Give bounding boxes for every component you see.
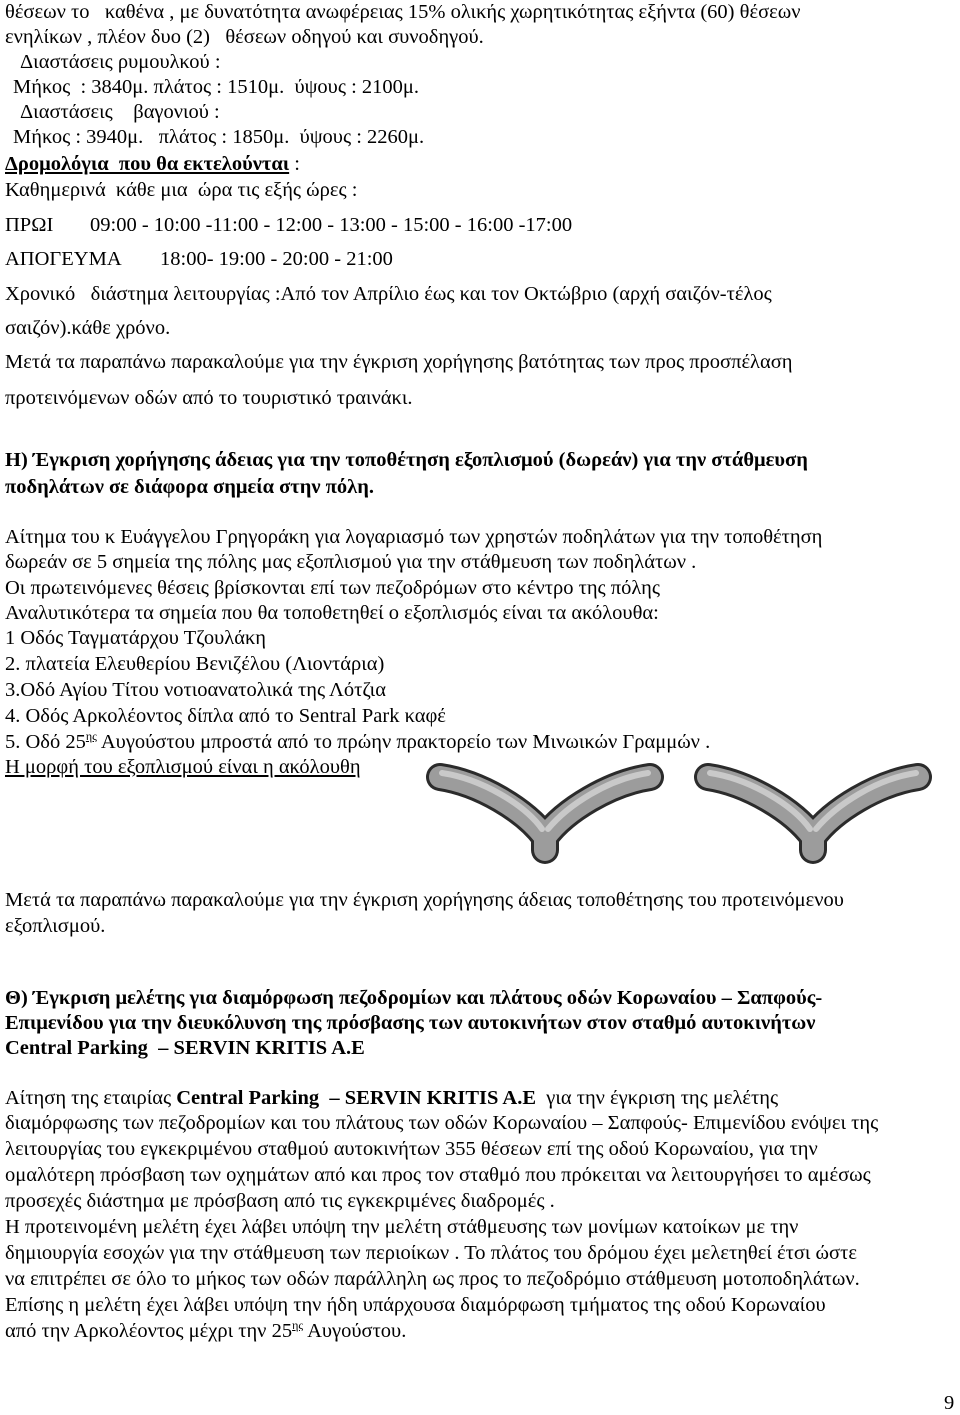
wagon-dimensions: Μήκος : 3940μ. πλάτος : 1850μ. ύψους : 2260μ.: [13, 126, 425, 148]
section-h-heading-line-1: Η) Έγκριση χορήγησης άδειας για την τοποθέτηση εξοπλισμού (δωρεάν) για την στάθμευση: [5, 449, 808, 471]
section-th-body-line: διαμόρφωσης των πεζοδρομίων και του πλάτους των οδών Κορωναίου – Σαπφούς- Επιμενίδου ενόψει της: [5, 1112, 879, 1134]
intro-line-1: θέσεων το καθένα , με δυνατότητα ανωφέρειας 15% ολικής χωρητικότητας εξήντα (60) θέσεων: [5, 1, 801, 23]
section-h-closing-line-2: εξοπλισμού.: [5, 915, 106, 937]
section-h-body-line: Αίτημα του κ Ευάγγελου Γρηγοράκη για λογαριασμό των χρηστών ποδηλάτων για την τοποθέτηση: [5, 526, 823, 548]
operating-period-line-2: σαιζόν).κάθε χρόνο.: [5, 317, 171, 339]
wagon-dimensions-title: Διαστάσεις βαγονιού :: [20, 101, 220, 123]
bike-rack-image: [420, 755, 940, 867]
first-line-before: Αίτηση της εταιρίας: [5, 1087, 177, 1109]
afternoon-label: ΑΠΟΓΕΥΜΑ: [5, 248, 122, 270]
location-item: [5, 730, 710, 754]
location-item: 4. Οδός Αρκολέοντος δίπλα από το Sentral Park καφέ: [5, 705, 446, 727]
section-th-body-line: ομαλότερη πρόσβαση των οχημάτων από και προς τον σταθμό που πρόκειται να λειτουργήσει το αμέσως: [5, 1164, 871, 1186]
location-5-after: Αυγούστου μπροστά από το πρώην πρακτορείο των Μινωικών Γραμμών .: [96, 731, 711, 753]
tractor-dimensions-title: Διαστάσεις ρυμουλκού :: [20, 51, 221, 73]
bike-rack-right-body: [708, 777, 918, 850]
section-th-body-line: δημιουργία εσοχών για την στάθμευση των περιοίκων . Το πλάτος του δρόμου έχει μελετηθεί έτσι ώστε: [5, 1242, 857, 1264]
request-line-2: προτεινόμενων οδών από το τουριστικό τραινάκι.: [5, 387, 413, 409]
tractor-dimensions: Μήκος : 3840μ. πλάτος : 1510μ. ύψους : 2100μ.: [13, 76, 420, 98]
request-line-1: Μετά τα παραπάνω παρακαλούμε για την έγκριση χορήγησης βατότητας των προς προσπέλαση: [5, 351, 793, 373]
equipment-caption: Η μορφή του εξοπλισμού είναι η ακόλουθη: [5, 756, 361, 778]
ordinal-suffix: ης: [85, 729, 97, 744]
bike-rack-left: [440, 773, 650, 850]
section-th-last-line: [5, 1319, 406, 1343]
intro-line-2: ενηλίκων , πλέον δυο (2) θέσεων οδηγού και συνοδηγού.: [5, 26, 484, 48]
section-th-heading-line-2: Επιμενίδου για την διευκόλυνση της πρόσβασης των αυτοκινήτων στον σταθμό αυτοκινήτων: [5, 1012, 816, 1034]
morning-label: ΠΡΩΙ: [5, 214, 54, 236]
daily-schedule-text: Καθημερινά κάθε μια ώρα τις εξής ώρες :: [5, 179, 358, 201]
section-h-body-line: δωρεάν σε 5 σημεία της πόλης μας εξοπλισμού για την στάθμευση των ποδηλάτων .: [5, 551, 697, 573]
section-h-body-line: Αναλυτικότερα τα σημεία που θα τοποθετηθεί ο εξοπλισμός είναι τα ακόλουθα:: [5, 602, 659, 624]
afternoon-times: 18:00- 19:00 - 20:00 - 21:00: [160, 248, 393, 270]
bike-rack-figure-svg: [420, 755, 940, 867]
first-line-after: για την έγκριση της μελέτης: [536, 1087, 779, 1109]
last-line-after: Αυγούστου.: [303, 1320, 407, 1342]
section-h-heading-line-2: ποδηλάτων σε διάφορα σημεία στην πόλη.: [5, 476, 374, 498]
operating-period-line-1: Χρονικό διάστημα λειτουργίας :Από τον Απρίλιο έως και τον Οκτώβριο (αρχή σαιζόν-τέλος: [5, 283, 772, 305]
section-th-body-line: λειτουργίας του εγκεκριμένου σταθμού αυτοκινήτων 355 θέσεων επί της οδού Κορωναίου, για την: [5, 1138, 818, 1160]
location-item: 1 Οδός Ταγματάρχου Τζουλάκη: [5, 627, 266, 649]
section-th-heading-line-1: Θ) Έγκριση μελέτης για διαμόρφωση πεζοδρομίων και πλάτους οδών Κορωναίου – Σαπφούς-: [5, 987, 823, 1009]
section-h-closing-line-1: Μετά τα παραπάνω παρακαλούμε για την έγκριση χορήγησης άδειας τοποθέτησης του προτεινόμενου: [5, 889, 844, 911]
ordinal-suffix: ης: [292, 1318, 304, 1333]
company-name: Central Parking – SERVIN KRITIS A.E: [176, 1087, 537, 1109]
routes-heading-line: [5, 152, 300, 176]
section-th-body-line: Επίσης η μελέτη έχει λάβει υπόψη την ήδη υπάρχουσα διαμόρφωση τμήματος της οδού Κορωναίου: [5, 1294, 826, 1316]
section-h-body-line: Οι πρωτεινόμενες θέσεις βρίσκονται επί των πεζοδρόμων στο κέντρο της πόλης: [5, 577, 660, 599]
morning-times: 09:00 - 10:00 -11:00 - 12:00 - 13:00 - 15:00 - 16:00 -17:00: [90, 214, 573, 236]
location-item: 3.Οδό Αγίου Τίτου νοτιοανατολικά της Λότζια: [5, 679, 386, 701]
location-item: 2. πλατεία Ελευθερίου Βενιζέλου (Λιοντάρια): [5, 653, 385, 675]
bike-rack-left-body: [440, 777, 650, 850]
section-th-body-line: Η προτεινομένη μελέτη έχει λάβει υπόψη την μελέτη στάθμευσης των μονίμων κατοίκων με την: [5, 1216, 799, 1238]
section-th-heading-line-3: Central Parking – SERVIN KRITIS A.E: [5, 1037, 365, 1059]
routes-heading: Δρομολόγια που θα εκτελούνται: [5, 153, 290, 175]
bike-rack-right: [708, 773, 918, 850]
section-th-first-line: [5, 1086, 778, 1110]
last-line-before: από την Αρκολέοντος μέχρι την 25: [5, 1320, 293, 1342]
section-th-body-line: να επιτρέπει σε όλο το μήκος των οδών παράλληλη ως προς το πεζοδρόμιο στάθμευση μοτοποδηλάτων.: [5, 1268, 860, 1290]
page-number: 9: [944, 1392, 955, 1414]
routes-heading-suffix: :: [289, 153, 300, 175]
location-5-before: 5. Οδό 25: [5, 731, 86, 753]
section-th-body-line: προσεχές διάστημα με πρόσβαση από τις εγκεκριμένες διαδρομές .: [5, 1190, 555, 1212]
